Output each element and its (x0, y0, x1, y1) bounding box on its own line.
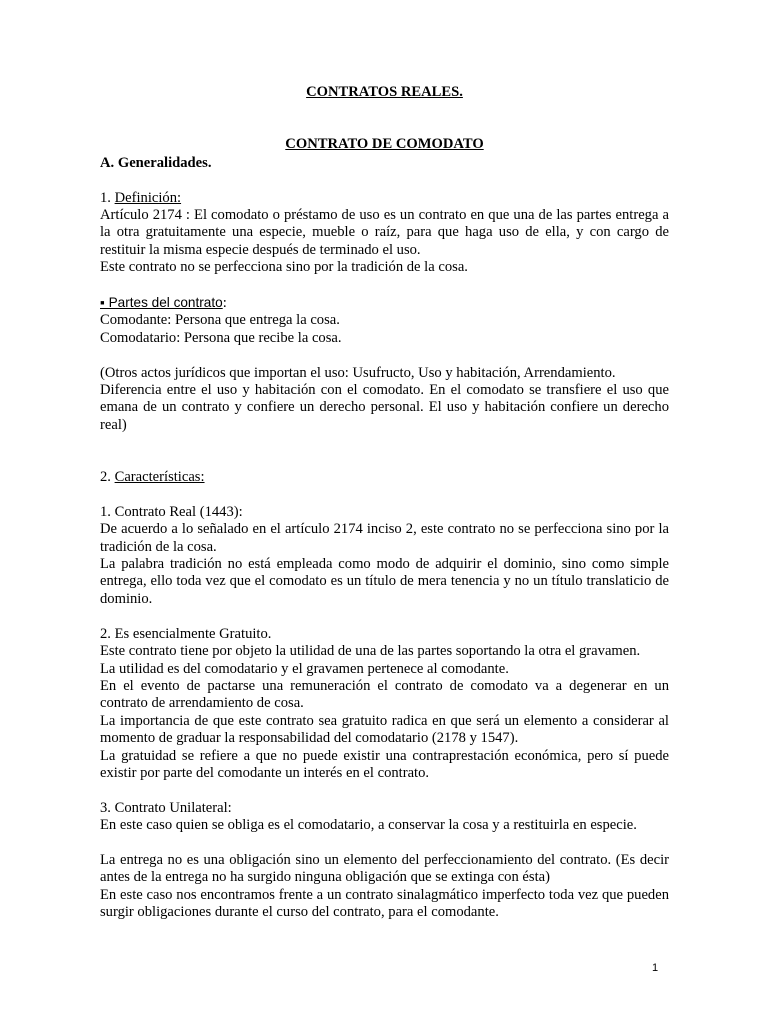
heading-text: Características: (114, 469, 205, 486)
heading-definicion (100, 190, 669, 207)
heading-text: ▪ Partes del contrato (100, 295, 223, 311)
heading-colon: : (222, 295, 227, 312)
paragraph-sinalagmatico: En este caso nos encontramos frente a un contrato sinalagmático imperfecto toda vez que pueden surgir obligaciones durante el curso del contrato, para el comodante. (100, 886, 669, 921)
heading-number: 2. (100, 469, 115, 486)
spacer (100, 835, 669, 852)
spacer (100, 101, 669, 136)
spacer (100, 434, 669, 469)
page-number: 1 (652, 962, 659, 974)
section-heading-a: A. Generalidades. (100, 154, 212, 171)
spacer (100, 608, 669, 625)
paragraph-utilidad-comodatario: La utilidad es del comodatario y el gravamen pertenece al comodante. (100, 660, 509, 677)
paragraph-perfecciona: Este contrato no se perfecciona sino por la tradición de la cosa. (100, 259, 468, 276)
paragraph-importancia: La importancia de que este contrato sea gratuito radica en que será un elemento a considerar al momento de graduar la responsabilidad del comodatario (2178 y 1547). (100, 712, 669, 747)
heading-number: 1. (100, 189, 115, 206)
document-title: CONTRATOS REALES. (306, 84, 463, 100)
spacer (100, 172, 669, 189)
heading-caracteristicas (100, 469, 669, 486)
heading-gratuito: 2. Es esencialmente Gratuito. (100, 625, 272, 642)
definition-comodante: Comodante: Persona que entrega la cosa. (100, 312, 340, 329)
heading-unilateral: 3. Contrato Unilateral: (100, 799, 232, 816)
paragraph-se-obliga: En este caso quien se obliga es el comodatario, a conservar la cosa y a restituirla en especie. (100, 817, 637, 834)
paragraph-gratuidad: La gratuidad se refiere a que no puede existir una contraprestación económica, pero sí puede existir por parte del comodante un interés en el contrato. (100, 747, 669, 781)
definition-comodatario: Comodatario: Persona que recibe la cosa. (100, 329, 342, 346)
paragraph-inciso-2: De acuerdo a lo señalado en el artículo 2174 inciso 2, este contrato no se perfecciona sino por la tradición de la cosa. (100, 521, 669, 555)
document-subtitle: CONTRATO DE COMODATO (285, 136, 484, 153)
spacer (100, 486, 669, 503)
spacer (100, 782, 669, 799)
heading-text: Definición: (114, 189, 182, 206)
heading-contrato-real: 1. Contrato Real (1443): (100, 503, 243, 520)
spacer (100, 277, 669, 294)
paragraph-entrega: La entrega no es una obligación sino un elemento del perfeccionamiento del contrato. (Es decir antes de la entrega no ha surgido ninguna obligación que se extinga con ésta) (100, 851, 669, 886)
spacer (100, 347, 669, 364)
paragraph-otros-actos: (Otros actos jurídicos que importan el uso: Usufructo, Uso y habitación, Arrendamiento. (100, 364, 616, 381)
document-page (100, 84, 669, 922)
paragraph-diferencia: Diferencia entre el uso y habitación con el comodato. En el comodato se transfiere el uso que emana de un contrato y confiere un derecho personal. El uso y habitación confiere un derecho real) (100, 382, 669, 433)
paragraph-utilidad-objeto: Este contrato tiene por objeto la utilidad de una de las partes soportando la otra el gravamen. (100, 643, 641, 660)
paragraph-articulo-2174: Artículo 2174 : El comodato o préstamo de uso es un contrato en que una de las partes entrega a la otra gratuitamente una especie, mueble o raíz, para que haga uso de ella, y con cargo de restituir la misma especie después de terminado el uso. (100, 207, 669, 258)
heading-partes (100, 294, 669, 312)
paragraph-remuneracion: En el evento de pactarse una remuneración el contrato de comodato va a degenerar en un contrato de arrendamiento de cosa. (100, 677, 669, 712)
paragraph-tradicion: La palabra tradición no está empleada como modo de adquirir el dominio, sino como simple entrega, ello toda vez que el comodato es un título de mera tenencia y no un título translaticio de dominio. (100, 556, 669, 607)
